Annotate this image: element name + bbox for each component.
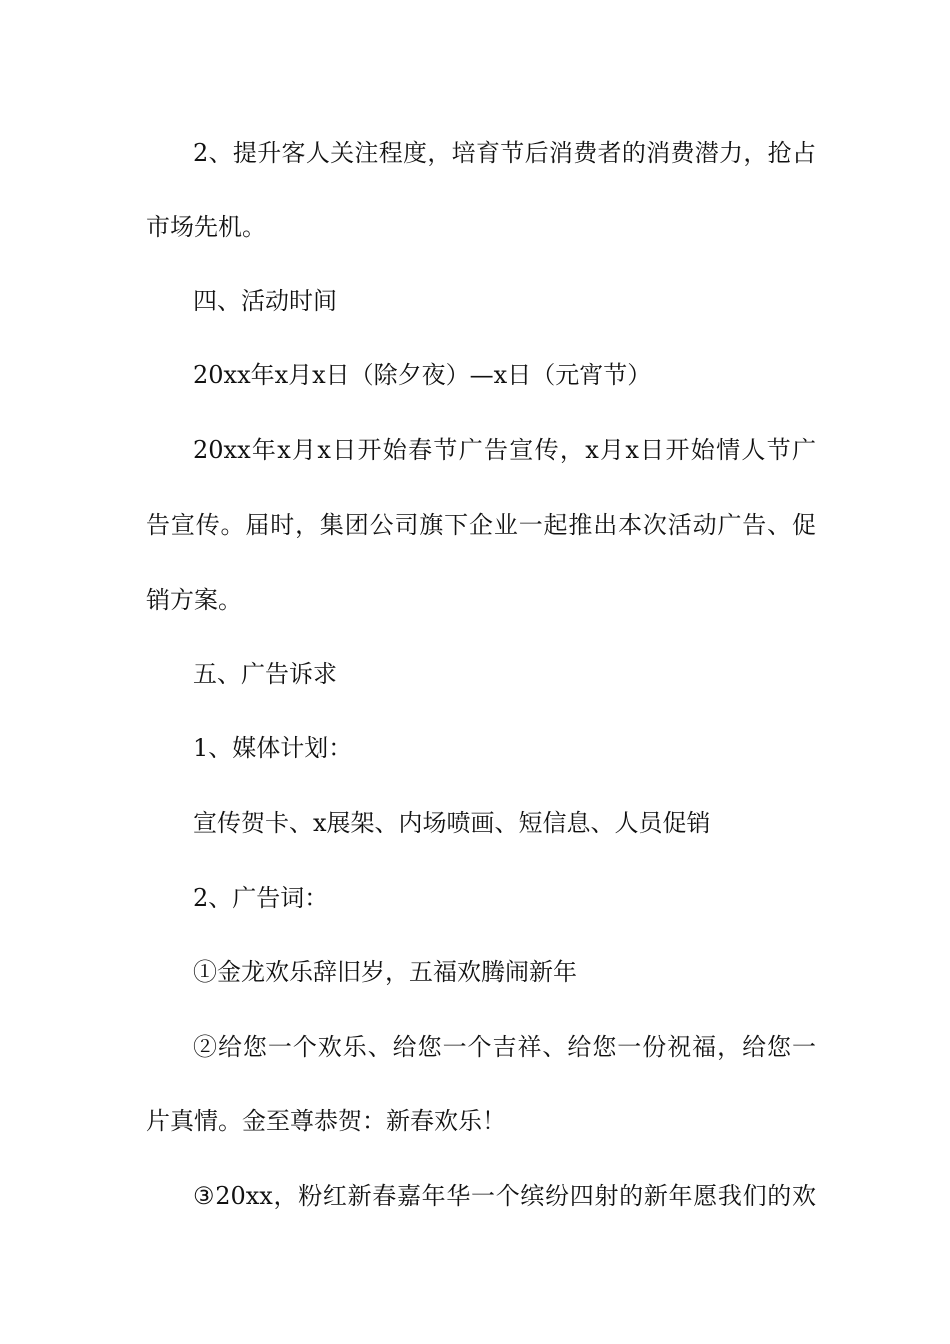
paragraph-line-4: 20xx年x月x日（除夕夜）—x日（元宵节）: [193, 361, 652, 389]
section-heading-activity-time: 四、活动时间: [193, 287, 337, 315]
paragraph-line-5: 20xx年x月x日开始春节广告宣传，x月x日开始情人节广: [193, 436, 816, 464]
paragraph-line-14: 片真情。金至尊恭贺：新春欢乐！: [146, 1107, 506, 1135]
paragraph-line-10: 宣传贺卡、x展架、内场喷画、短信息、人员促销: [193, 809, 711, 837]
paragraph-line-15: ③20xx，粉红新春嘉年华一个缤纷四射的新年愿我们的欢: [193, 1182, 816, 1210]
paragraph-line-7: 销方案。: [146, 586, 242, 614]
paragraph-line-2: 市场先机。: [146, 213, 266, 241]
paragraph-line-11: 2、广告词：: [193, 884, 329, 912]
paragraph-line-9: 1、媒体计划：: [193, 734, 353, 762]
paragraph-line-1: 2、提升客人关注程度，培育节后消费者的消费潜力，抢占: [193, 139, 816, 167]
paragraph-line-13: ②给您一个欢乐、给您一个吉祥、给您一份祝福，给您一: [193, 1033, 816, 1061]
paragraph-line-6: 告宣传。届时，集团公司旗下企业一起推出本次活动广告、促: [146, 511, 816, 539]
paragraph-line-12: ①金龙欢乐辞旧岁，五福欢腾闹新年: [193, 958, 577, 986]
section-heading-ad-appeal: 五、广告诉求: [193, 660, 337, 688]
